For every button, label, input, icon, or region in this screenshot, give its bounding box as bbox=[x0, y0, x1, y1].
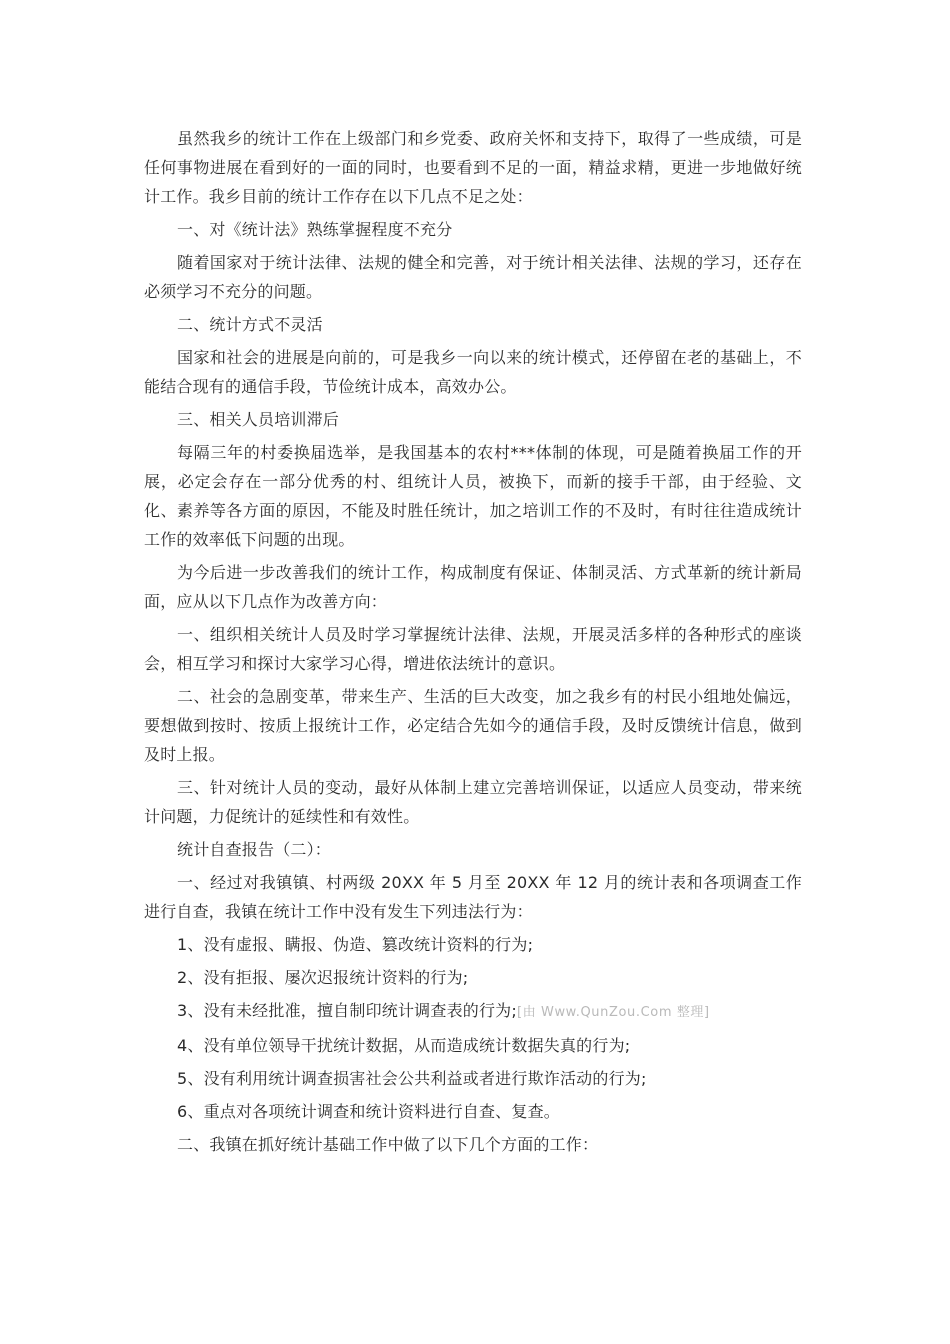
list-item-6: 6、重点对各项统计调查和统计资料进行自查、复查。 bbox=[177, 1102, 560, 1121]
list-item-2: 2、没有拒报、屡次迟报统计资料的行为; bbox=[177, 968, 469, 987]
paragraph-training: 每隔三年的村委换届选举，是我国基本的农村***体制的体现，可是随着换届工作的开展，必定会存在一部分优秀的村、组统计人员，被换下，而新的接手干部，由于经验、文化、素养等各方面的原因，不能及时胜任统计，加之培训工作的不及时，有时往往造成统计工作的效率低下问题的出现。 bbox=[144, 443, 802, 549]
paragraph-method: 国家和社会的进展是向前的，可是我乡一向以来的统计模式，还停留在老的基础上，不能结合现有的通信手段，节俭统计成本，高效办公。 bbox=[144, 348, 802, 396]
paragraph-self-check: 一、经过对我镇镇、村两级 20XX 年 5 月至 20XX 年 12 月的统计表和各项调查工作进行自查，我镇在统计工作中没有发生下列违法行为： bbox=[144, 873, 802, 921]
heading-method-inflexible: 二、统计方式不灵活 bbox=[177, 315, 323, 334]
document-body bbox=[144, 124, 802, 1163]
paragraph-law-learning: 随着国家对于统计法律、法规的健全和完善，对于统计相关法律、法规的学习，还存在必须学习不充分的问题。 bbox=[144, 253, 802, 301]
paragraph-improvement-2: 二、社会的急剧变革，带来生产、生活的巨大改变，加之我乡有的村民小组地处偏远，要想做到按时、按质上报统计工作，必定结合先如今的通信手段，及时反馈统计信息，做到及时上报。 bbox=[144, 687, 802, 764]
list-item-3 bbox=[144, 996, 802, 1027]
list-item-3-text: 3、没有未经批准，擅自制印统计调查表的行为; bbox=[177, 1001, 517, 1020]
list-item-1: 1、没有虚报、瞒报、伪造、篡改统计资料的行为; bbox=[177, 935, 534, 954]
heading-report-two: 统计自查报告（二）： bbox=[177, 840, 332, 859]
paragraph-intro: 虽然我乡的统计工作在上级部门和乡党委、政府关怀和支持下，取得了一些成绩，可是任何事物进展在看到好的一面的同时，也要看到不足的一面，精益求精，更进一步地做好统计工作。我乡目前的统计工作存在以下几点不足之处： bbox=[144, 129, 802, 206]
heading-basic-work: 二、我镇在抓好统计基础工作中做了以下几个方面的工作： bbox=[177, 1135, 599, 1154]
heading-training-lag: 三、相关人员培训滞后 bbox=[177, 410, 340, 429]
list-item-5: 5、没有利用统计调查损害社会公共利益或者进行欺诈活动的行为; bbox=[177, 1069, 647, 1088]
watermark: [由 Www.QunZou.Com 整理] bbox=[516, 1005, 710, 1020]
paragraph-improvement-direction: 为今后进一步改善我们的统计工作，构成制度有保证、体制灵活、方式革新的统计新局面，应从以下几点作为改善方向： bbox=[144, 563, 802, 611]
heading-statistics-law: 一、对《统计法》熟练掌握程度不充分 bbox=[177, 220, 453, 239]
paragraph-improvement-1: 一、组织相关统计人员及时学习掌握统计法律、法规，开展灵活多样的各种形式的座谈会，相互学习和探讨大家学习心得，增进依法统计的意识。 bbox=[144, 625, 802, 673]
paragraph-improvement-3: 三、针对统计人员的变动，最好从体制上建立完善培训保证，以适应人员变动，带来统计问题，力促统计的延续性和有效性。 bbox=[144, 778, 802, 826]
list-item-4: 4、没有单位领导干扰统计数据，从而造成统计数据失真的行为; bbox=[177, 1036, 631, 1055]
